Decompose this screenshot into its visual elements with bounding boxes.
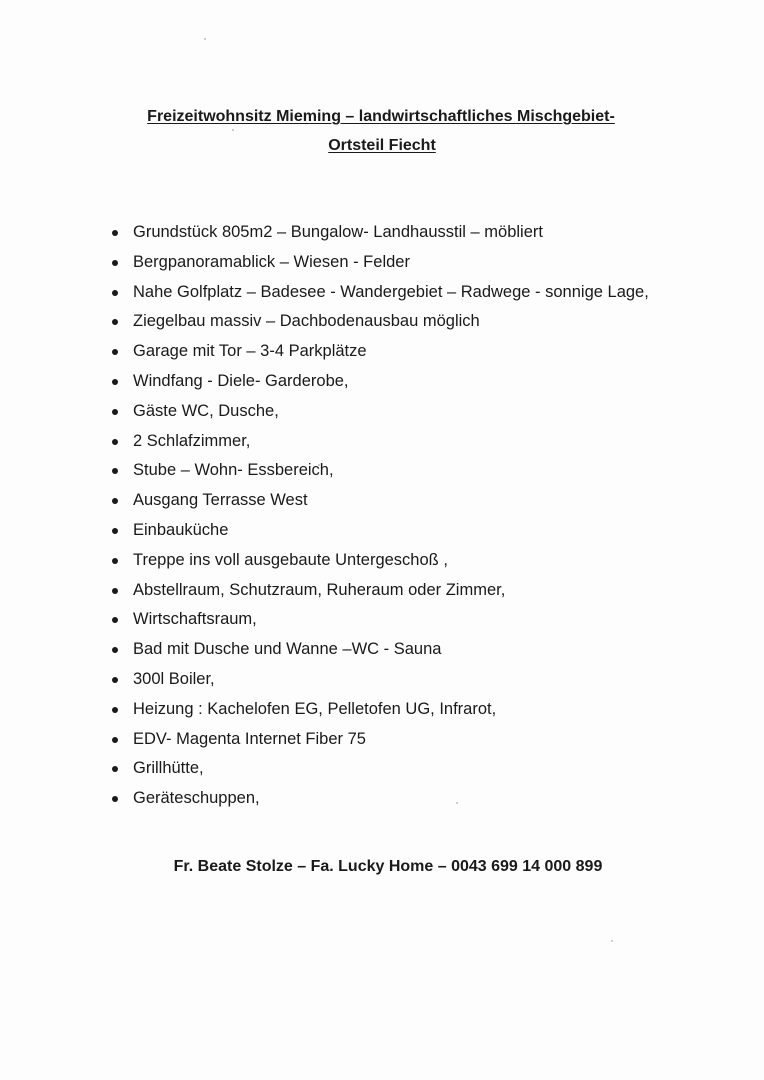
list-item-text: Ziegelbau massiv – Dachbodenausbau möglich (133, 312, 480, 331)
list-item (108, 367, 688, 397)
list-item-text: Heizung : Kachelofen EG, Pelletofen UG, Infrarot, (133, 699, 497, 718)
list-item-text: Bad mit Dusche und Wanne –WC - Sauna (133, 640, 442, 659)
bullet-icon (112, 319, 118, 325)
bullet-icon (112, 707, 118, 713)
list-item-text: Nahe Golfplatz – Badesee - Wandergebiet – Radwege - sonnige Lage, (133, 282, 649, 301)
list-item (108, 635, 688, 665)
list-item (108, 456, 688, 486)
feature-list (108, 218, 688, 814)
scan-speck (611, 940, 613, 942)
list-item (108, 278, 688, 308)
list-item-text: Grillhütte, (133, 759, 204, 778)
list-item-text: Treppe ins voll ausgebaute Untergeschoß , (133, 550, 448, 569)
list-item (108, 397, 688, 427)
list-item (108, 516, 688, 546)
bullet-icon (112, 290, 118, 296)
list-item (108, 605, 688, 635)
list-item (108, 427, 688, 457)
list-item-text: Ausgang Terrasse West (133, 491, 308, 510)
bullet-icon (112, 558, 118, 564)
bullet-icon (112, 766, 118, 772)
list-item (108, 725, 688, 755)
list-item-text: Einbauküche (133, 520, 229, 539)
list-item-text: Windfang - Diele- Garderobe, (133, 371, 349, 390)
document-title-line-2: Ortsteil Fiecht (328, 137, 436, 154)
list-item (108, 486, 688, 516)
bullet-icon (112, 677, 118, 683)
bullet-icon (112, 588, 118, 594)
list-item (108, 248, 688, 278)
list-item (108, 784, 688, 814)
bullet-icon (112, 230, 118, 236)
bullet-icon (112, 647, 118, 653)
bullet-icon (112, 796, 118, 802)
bullet-icon (112, 617, 118, 623)
list-item (108, 218, 688, 248)
bullet-icon (112, 260, 118, 266)
bullet-icon (112, 349, 118, 355)
bullet-icon (112, 528, 118, 534)
list-item-text: Gäste WC, Dusche, (133, 401, 279, 420)
scan-speck (204, 38, 206, 40)
list-item-text: Stube – Wohn- Essbereich, (133, 461, 334, 480)
bullet-icon (112, 409, 118, 415)
list-item-text: Garage mit Tor – 3-4 Parkplätze (133, 342, 367, 361)
document-title-line-1: Freizeitwohnsitz Mieming – landwirtschaftliches Mischgebiet- (147, 108, 615, 125)
list-item (108, 695, 688, 725)
list-item (108, 337, 688, 367)
bullet-icon (112, 498, 118, 504)
list-item (108, 546, 688, 576)
list-item-text: Wirtschaftsraum, (133, 610, 257, 629)
list-item-text: 2 Schlafzimmer, (133, 431, 251, 450)
list-item-text: Geräteschuppen, (133, 789, 260, 808)
list-item-text: Abstellraum, Schutzraum, Ruheraum oder Zimmer, (133, 580, 506, 599)
scan-speck (232, 129, 234, 131)
bullet-icon (112, 439, 118, 445)
list-item (108, 665, 688, 695)
bullet-icon (112, 379, 118, 385)
contact-line: Fr. Beate Stolze – Fa. Lucky Home – 0043 699 14 000 899 (173, 858, 603, 875)
bullet-icon (112, 468, 118, 474)
list-item-text: EDV- Magenta Internet Fiber 75 (133, 729, 366, 748)
list-item-text: Grundstück 805m2 – Bungalow- Landhausstil – möbliert (133, 223, 543, 241)
bullet-icon (112, 737, 118, 743)
list-item-text: Bergpanoramablick – Wiesen - Felder (133, 252, 410, 271)
list-item-text: 300l Boiler, (133, 669, 215, 688)
list-item (108, 754, 688, 784)
list-item (108, 307, 688, 337)
list-item (108, 576, 688, 606)
